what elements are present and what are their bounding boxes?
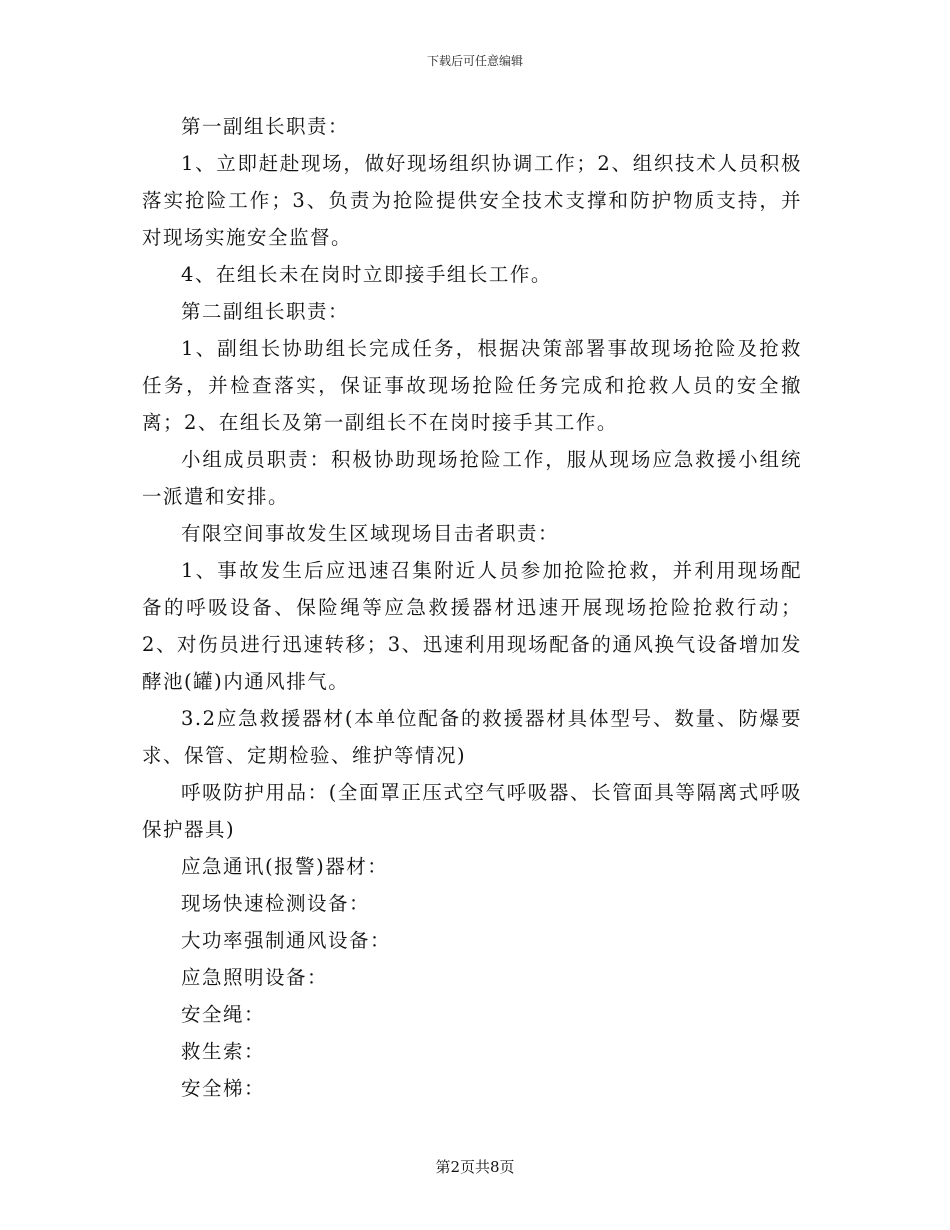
paragraph-second-deputy-heading: 第二副组长职责：: [181, 300, 350, 323]
paragraph-first-deputy-duty-4: 4、在组长未在岗时立即接手组长工作。: [181, 263, 552, 286]
paragraph-section-3-2: 3.2应急救援器材(本单位配备的救援器材具体型号、数量、防爆要求、保管、定期检验、维护等情况): [142, 707, 802, 767]
paragraph-first-deputy-heading: 第一副组长职责：: [181, 115, 350, 138]
paragraph-detection-equipment: 现场快速检测设备：: [181, 892, 371, 915]
paragraph-safety-rope: 安全绳：: [181, 1003, 266, 1026]
paragraph-respiratory-protection: 呼吸防护用品：(全面罩正压式空气呼吸器、长管面具等隔离式呼吸保护器具): [142, 781, 802, 841]
paragraph-safety-ladder: 安全梯：: [181, 1077, 266, 1100]
paragraph-emergency-comms: 应急通讯(报警)器材：: [181, 855, 389, 878]
paragraph-witness-heading: 有限空间事故发生区域现场目击者职责：: [181, 522, 560, 545]
document-body: [142, 108, 802, 1107]
page-header-note: 下载后可任意编辑: [426, 54, 523, 68]
paragraph-lighting-equipment: 应急照明设备：: [181, 966, 329, 989]
paragraph-second-deputy-duties: 1、副组长协助组长完成任务，根据决策部署事故现场抢险及抢救任务，并检查落实，保证事故现场抢险任务完成和抢救人员的安全撤离；2、在组长及第一副组长不在岗时接手其工作。: [142, 337, 802, 434]
paragraph-lifeline: 救生索：: [181, 1040, 266, 1063]
paragraph-team-member-duties: 小组成员职责：积极协助现场抢险工作，服从现场应急救援小组统一派遣和安排。: [142, 448, 802, 508]
paragraph-witness-duties: 1、事故发生后应迅速召集附近人员参加抢险抢救，并利用现场配备的呼吸设备、保险绳等应急救援器材迅速开展现场抢险抢救行动；2、对伤员进行迅速转移；3、迅速利用现场配备的通风换气设备增加发酵池(罐)内通风排气。: [142, 559, 802, 693]
paragraph-ventilation-equipment: 大功率强制通风设备：: [181, 929, 392, 952]
paragraph-first-deputy-duties: 1、立即赶赴现场，做好现场组织协调工作；2、组织技术人员积极落实抢险工作；3、负责为抢险提供安全技术支撑和防护物质支持，并对现场实施安全监督。: [142, 152, 802, 249]
page-number: 第2页共8页: [435, 1158, 515, 1176]
